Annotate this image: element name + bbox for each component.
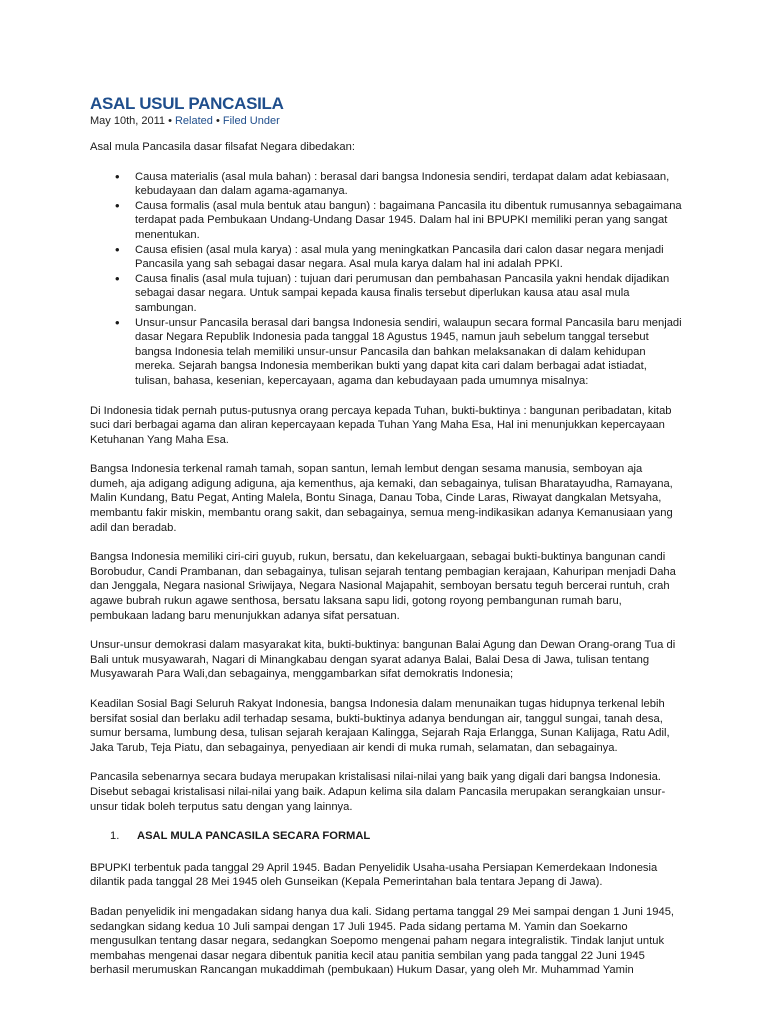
related-link[interactable]: Related [174,115,213,127]
causes-list [90,170,682,389]
body-paragraph: Di Indonesia tidak pernah putus-putusnya orang percaya kepada Tuhan, bukti-buktinya : bangunan peribadatan, kitab suci dari berbagai agama dan aliran kepercayaan kepada Tuhan Yang Maha Esa, Hal ini menunjukkan kepercayaan Ketuhanan Yang Maha Esa. [90,404,672,446]
list-item: • Causa efisien (asal mula karya) : asal mula yang meningkatkan Pancasila dari calon dasar negara menjadi Pancasila yang sah sebagai dasar negara. Asal mula karya dalam hal ini adalah PPKI. [135,243,682,272]
article-meta [90,114,682,128]
post-date: May 10th, 2011 [90,115,166,127]
list-item: • Causa formalis (asal mula bentuk atau bangun) : bagaimana Pancasila itu dibentuk rumusannya sebagaimana terdapat pada Pembukaan Undang-Undang Dasar 1945. Dalam hal ini BPUPKI memiliki peran yang sangat menentukan. [135,199,682,243]
section-heading [110,829,682,844]
article [90,94,682,993]
article-title: ASAL USUL PANCASILA [90,94,284,113]
body-paragraph: Unsur-unsur demokrasi dalam masyarakat kita, bukti-buktinya: bangunan Balai Agung dan Dewan Orang-orang Tua di Bali untuk musyawarah, Nagari di Minangkabau dengan syarat adanya Balai, Balai Desa di Jawa, tulisan tentang Musyawarah Para Wali,dan sebagainya, menggambarkan sifat demokratis Indonesia; [90,639,676,681]
meta-separator: • [165,115,175,127]
filed-under-link[interactable]: Filed Under [222,115,280,127]
body-paragraph: Pancasila sebenarnya secara budaya merupakan kristalisasi nilai-nilai yang baik yang digali dari bangsa Indonesia. Disebut sebagai kristalisasi nilai-nilai yang baik. Adapun kelima sila dalam Pancasila merupakan serangkaian unsur-unsur tidak boleh terputus satu dengan yang lainnya. [90,771,666,813]
list-item: • Causa materialis (asal mula bahan) : berasal dari bangsa Indonesia sendiri, terdapat dalam adat kebiasaan, kebudayaan dan dalam agama-agamanya. [135,170,682,199]
section-list [90,829,682,844]
body-paragraph: Bangsa Indonesia memiliki ciri-ciri guyub, rukun, bersatu, dan kekeluargaan, sebagai bukti-buktinya bangunan candi Borobudur, Candi Prambanan, dan sebagainya, tulisan sejarah tentang pembagian kerajaan, Kahuripan menjadi Daha dan Jenggala, Negara nasional Sriwijaya, Negara Nasional Majapahit, semboyan bersatu teguh bercerai runtuh, crah agawe bubrah rukun agawe senthosa, bersatu laksana sapu lidi, gotong royong pembangunan rumah baru, pembukaan ladang baru menunjukkan adanya sifat persatuan. [90,551,676,622]
meta-separator: • [212,115,223,127]
list-item: • Unsur-unsur Pancasila berasal dari bangsa Indonesia sendiri, walaupun secara formal Pancasila baru menjadi dasar Negara Republik Indonesia pada tanggal 18 Agustus 1945, namun jauh sebelum tanggal tersebut bangsa Indonesia telah memiliki unsur-unsur Pancasila dan bahkan melaksanakan di dalam kehidupan mereka. Sejarah bangsa Indonesia memberikan bukti yang dapat kita cari dalam berbagai adat istiadat, tulisan, bahasa, kesenian, kepercayaan, agama dan kebudayaan pada umumnya misalnya: [135,316,682,389]
section-number: 1. [110,830,120,843]
body-paragraph: BPUPKI terbentuk pada tanggal 29 April 1945. Badan Penyelidik Usaha-usaha Persiapan Kemerdekaan Indonesia dilantik pada tanggal 28 Mei 1945 oleh Gunseikan (Kepala Pemerintahan bala tentara Jepang di Jawa). [90,861,658,889]
body-paragraph: Badan penyelidik ini mengadakan sidang hanya dua kali. Sidang pertama tanggal 29 Mei sampai dengan 1 Juni 1945, sedangkan sidang kedua 10 Juli sampai dengan 17 Juli 1945. Pada sidang pertama M. Yamin dan Soekarno mengusulkan tentang dasar negara, sedangkan Soepomo mengenai paham negara integralistik. Tindak lanjut untuk membahas mengenai dasar negara dibentuk panitia kecil atau panitia sembilan yang pada tanggal 22 Juni 1945 berhasil merumuskan Rancangan mukaddimah (pembukaan) Hukum Dasar, yang oleh Mr. Muhammad Yamin [90,905,675,977]
section-heading-text: ASAL MULA PANCASILA SECARA FORMAL [137,830,371,843]
intro-paragraph: Asal mula Pancasila dasar filsafat Negara dibedakan: [90,141,355,153]
body-paragraph: Bangsa Indonesia terkenal ramah tamah, sopan santun, lemah lembut dengan sesama manusia, semboyan aja dumeh, aja adigang adigung adiguna, aja kementhus, aja kemaki, dan sebagainya, tulisan Bharatayudha, Ramayana, Malin Kundang, Batu Pegat, Anting Malela, Bontu Sinaga, Danau Toba, Cinde Laras, Riwayat dangkalan Metsyaha, membantu fakir miskin, membantu orang sakit, dan sebagainya, semua meng-indikasikan adanya Kemanusiaan yang adil dan beradab. [90,463,673,534]
body-paragraph: Keadilan Sosial Bagi Seluruh Rakyat Indonesia, bangsa Indonesia dalam menunaikan tugas hidupnya terkenal lebih bersifat sosial dan berlaku adil terhadap sesama, bukti-buktinya adanya bendungan air, tanggul sungai, tanah desa, sumur bersama, lumbung desa, tulisan sejarah kerajaan Kalingga, Sejarah Raja Erlangga, Sunan Kalijaga, Ratu Adil, Jaka Tarub, Teja Piatu, dan sebagainya, penyediaan air kendi di muka rumah, selamatan, dan sebagainya. [90,698,670,754]
list-item: • Causa finalis (asal mula tujuan) : tujuan dari perumusan dan pembahasan Pancasila yakni hendak dijadikan sebagai dasar negara. Untuk sampai kepada kausa finalis tersebut diperlukan kausa atau asal mula sambungan. [135,272,682,316]
